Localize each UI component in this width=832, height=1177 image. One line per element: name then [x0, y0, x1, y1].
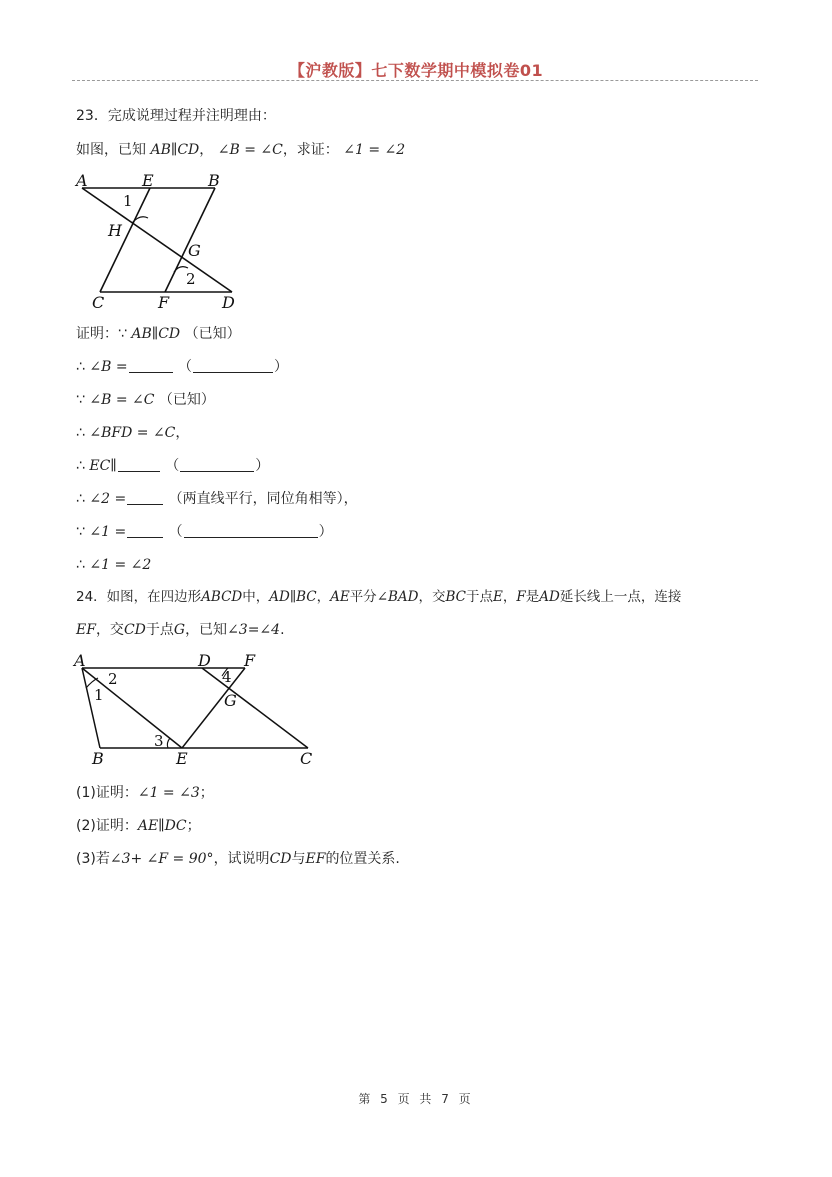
- q24-text: (3)若: [76, 851, 110, 867]
- q24-label-G: G: [224, 691, 237, 710]
- q24-text: (1)证明：: [76, 785, 138, 801]
- q24-label-1: 1: [94, 686, 104, 704]
- q24-text: 是: [525, 589, 540, 605]
- q24-math: AE: [330, 589, 350, 605]
- q24-label-D: D: [198, 651, 211, 670]
- q24-part-2: [76, 816, 201, 836]
- step-symbol: ∴: [76, 458, 90, 474]
- q24-text: ，: [316, 589, 331, 605]
- step-expression: ∠2 =: [89, 491, 127, 507]
- step-symbol: ∵: [76, 524, 90, 540]
- q23-label-F: F: [158, 293, 170, 312]
- q23-label-D: D: [222, 293, 235, 312]
- q23-given-prefix: 如图，已知: [76, 142, 146, 158]
- step-expression: ∠B = ∠C: [89, 392, 155, 408]
- paren-open: （: [168, 524, 183, 540]
- q23-step-5: [76, 456, 269, 476]
- q24-math: F: [516, 589, 526, 605]
- paren-close: ）: [318, 524, 333, 540]
- paren-close: ）: [255, 458, 270, 474]
- answer-blank[interactable]: [129, 358, 173, 373]
- q24-line-2: [76, 620, 285, 640]
- page-footer-number: 第 5 页 共 7 页: [358, 1092, 474, 1106]
- answer-blank[interactable]: [127, 490, 163, 505]
- q23-given-angle: ∠B = ∠C: [217, 142, 283, 158]
- paren-open: （: [165, 458, 180, 474]
- page-header-title: 【沪教版】七下数学期中模拟卷01: [288, 61, 544, 80]
- q23-step-7: [76, 522, 333, 542]
- q23-label-C: C: [92, 293, 105, 312]
- q23-label-B: B: [208, 171, 220, 190]
- q24-math: ∠1 = ∠3: [137, 785, 200, 801]
- q23-label-2: 2: [186, 270, 196, 288]
- step-reason: （已知）: [184, 326, 241, 342]
- reason-blank[interactable]: [180, 457, 254, 472]
- q24-text: 中，: [242, 589, 270, 605]
- reason-blank[interactable]: [193, 358, 273, 373]
- q24-part-3: [76, 849, 400, 869]
- step-expression: AB∥CD: [131, 326, 181, 342]
- q24-text: 与: [291, 851, 306, 867]
- paren-open: （: [178, 359, 193, 375]
- q24-text: 于点: [145, 622, 174, 638]
- q24-part-1: [76, 783, 214, 803]
- q24-text: 于点: [466, 589, 494, 605]
- q24-label-B: B: [92, 749, 104, 768]
- q24-text: ，已知: [185, 622, 228, 638]
- q24-label-A: A: [74, 651, 86, 670]
- step-symbol: ∴: [76, 491, 90, 507]
- q24-math: AD: [539, 589, 560, 605]
- q23-step-8: [76, 555, 151, 575]
- reason-blank[interactable]: [184, 523, 318, 538]
- q24-math: G: [173, 622, 186, 638]
- q23-title: 23．完成说理过程并注明理由：: [76, 108, 276, 124]
- q23-step-4: [76, 423, 189, 443]
- q23-step-1: [76, 324, 241, 344]
- q23-label-G: G: [188, 241, 201, 260]
- step-symbol: ∵: [76, 392, 90, 408]
- q23-step-2: [76, 357, 288, 377]
- step-symbol: ∴: [76, 557, 90, 573]
- q24-math: CD: [269, 851, 292, 867]
- step-reason: （已知）: [158, 392, 215, 408]
- q24-text: .: [280, 622, 285, 638]
- q24-label-E: E: [176, 749, 188, 768]
- q23-line-AD: [82, 188, 232, 292]
- q24-math: AE∥DC: [137, 818, 187, 834]
- step-symbol: 证明：∵: [76, 326, 132, 342]
- step-expression: EC∥: [89, 458, 117, 474]
- q24-label-2: 2: [108, 670, 118, 688]
- q24-math: ABCD: [201, 589, 243, 605]
- q24-line-DC: [202, 668, 308, 748]
- q23-given-parallel: AB∥CD: [150, 142, 200, 158]
- header-divider: [72, 80, 758, 81]
- q24-text: (2)证明：: [76, 818, 138, 834]
- step-symbol: ∴: [76, 425, 90, 441]
- q24-label-F: F: [244, 651, 256, 670]
- q24-label-4: 4: [222, 668, 232, 686]
- q24-text: ，交: [95, 622, 124, 638]
- paren-close: ）: [274, 359, 289, 375]
- q23-label-A: A: [76, 171, 88, 190]
- step-reason: （两直线平行，同位角相等），: [168, 491, 358, 507]
- step-expression: ∠1 =: [89, 524, 127, 540]
- q24-text: 平分: [349, 589, 377, 605]
- q24-math: BC: [445, 589, 467, 605]
- step-expression: ∠1 = ∠2: [89, 557, 152, 573]
- step-expression: ∠BFD = ∠C: [89, 425, 176, 441]
- q23-given-sep: ，: [199, 142, 214, 158]
- q24-text: ，试说明: [213, 851, 270, 867]
- q23-prove-statement: ∠1 = ∠2: [343, 142, 406, 158]
- q23-label-E: E: [142, 171, 154, 190]
- q24-text: ，: [502, 589, 517, 605]
- q24-label-C: C: [300, 749, 313, 768]
- q24-math: EF: [76, 622, 96, 638]
- q24-text: 的位置关系.: [325, 851, 400, 867]
- q24-text: ，交: [418, 589, 446, 605]
- q23-step-6: [76, 489, 358, 509]
- q24-math: AD∥BC: [269, 589, 317, 605]
- q24-line-1: [76, 587, 681, 607]
- q24-figure: [70, 648, 320, 770]
- q24-math: ∠3+ ∠F = 90°: [109, 851, 214, 867]
- q24-text: ；: [199, 785, 214, 801]
- q23-label-1: 1: [123, 192, 133, 210]
- q24-math: ∠3=∠4: [227, 622, 281, 638]
- step-expression: ∠B =: [89, 359, 128, 375]
- answer-blank[interactable]: [118, 457, 160, 472]
- step-reason: ，: [175, 425, 190, 441]
- q23-given: [76, 140, 405, 160]
- q23-step-3: [76, 390, 215, 410]
- q24-math: ∠BAD: [376, 589, 419, 605]
- answer-blank[interactable]: [127, 523, 163, 538]
- q24-math: CD: [123, 622, 146, 638]
- q24-text: 延长线上一点，连接: [559, 589, 682, 605]
- q24-angle-3-arc: [167, 738, 170, 748]
- step-symbol: ∴: [76, 359, 90, 375]
- q24-text: ；: [186, 818, 201, 834]
- q23-figure: [70, 168, 250, 313]
- q24-math: E: [493, 589, 503, 605]
- q23-prove-label: ，求证：: [282, 142, 339, 158]
- q24-label-3: 3: [154, 732, 164, 750]
- q24-math: EF: [305, 851, 326, 867]
- q24-text: 24．如图，在四边形: [76, 589, 202, 605]
- q23-label-H: H: [108, 221, 122, 240]
